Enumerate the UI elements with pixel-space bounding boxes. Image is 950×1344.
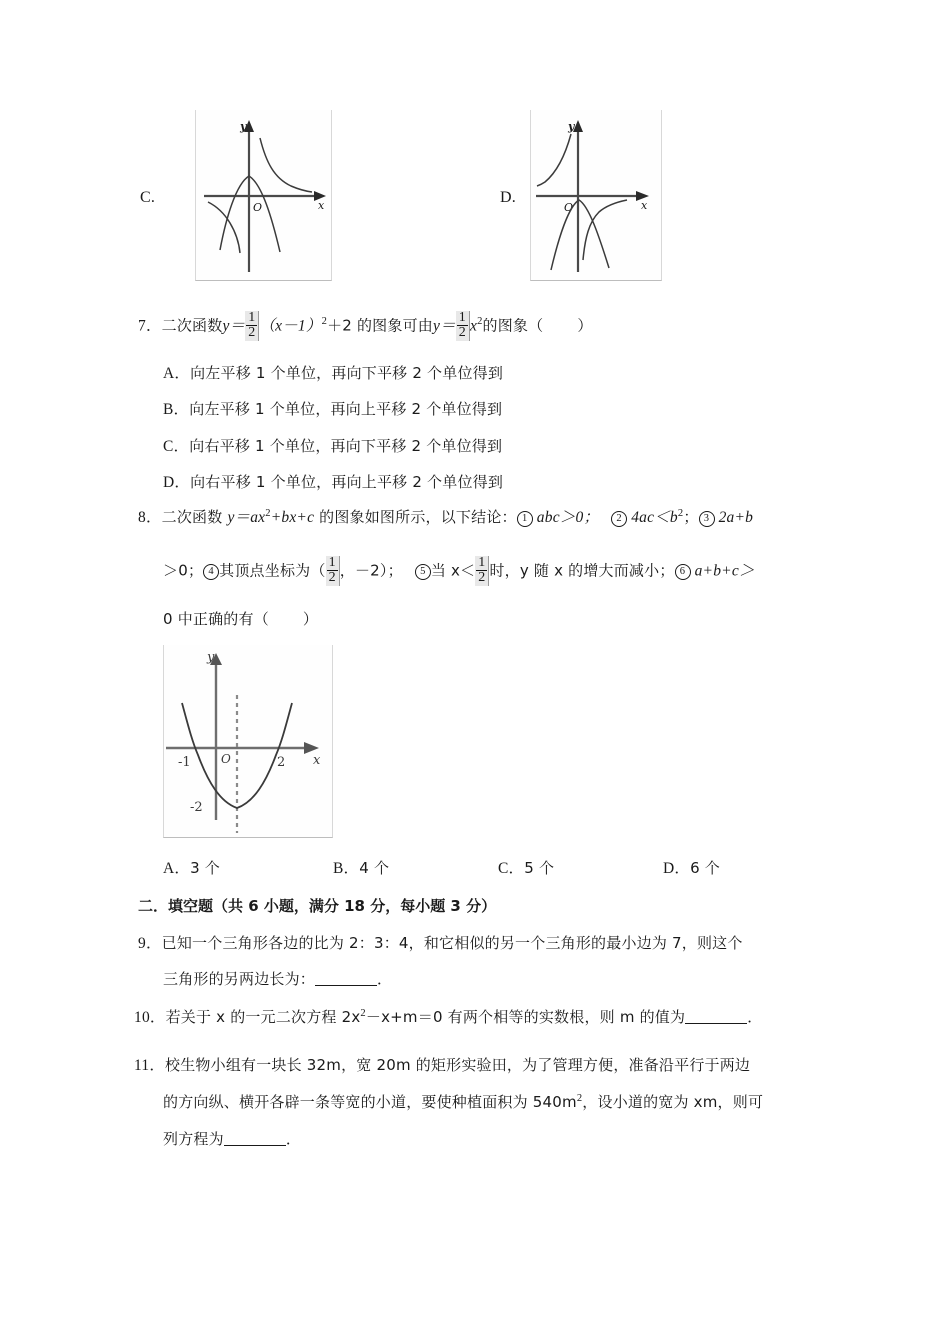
q8-conclusion-2-marker: 2 xyxy=(611,511,627,527)
q8-conclusion-2-exponent: 2 xyxy=(677,508,684,519)
q8-equation: y＝ax xyxy=(227,509,266,527)
q11-line2 xyxy=(163,1093,763,1113)
q8-conclusion-3-text: 2a+b xyxy=(714,509,754,527)
q7-option-c-label: C． xyxy=(163,438,190,455)
q9-line1-text: 已知一个三角形各边的比为 2：3：4，和它相似的另一个三角形的最小边为 7，则这个 xyxy=(161,934,743,952)
q8-option-c-label: C． xyxy=(498,860,525,877)
q11-line1-text: 校生物小组有一块长 32m，宽 20m 的矩形实验田，为了管理方便，准备沿平行于两边 xyxy=(165,1056,751,1074)
q7-paren-close: ） xyxy=(577,316,593,335)
q7-fraction-2 xyxy=(456,311,470,341)
q8-option-b[interactable] xyxy=(333,859,389,879)
q9-number: 9． xyxy=(138,935,162,952)
q8-parabola-graph xyxy=(164,645,332,837)
q11-line3-post: ． xyxy=(285,1130,302,1148)
q8-option-c-text: 5 个 xyxy=(524,859,555,877)
q8-conclusion-5-marker: 5 xyxy=(415,564,431,580)
q8-fraction-5 xyxy=(475,556,489,586)
q7-stem-end: 的图象（ xyxy=(482,316,544,335)
q8-frac5-denominator: 2 xyxy=(478,570,486,586)
q8-option-d-label: D． xyxy=(663,860,691,877)
q10-exponent: 2 xyxy=(360,1008,366,1019)
q11-line1 xyxy=(134,1056,750,1076)
q8-option-a-label: A． xyxy=(163,860,191,877)
q7-frac1-numerator: 1 xyxy=(248,310,256,325)
q8-stem-line2 xyxy=(163,556,755,586)
q7-option-d-label: D． xyxy=(163,474,191,491)
q11-answer-blank[interactable] xyxy=(224,1130,286,1146)
option-c-figure xyxy=(195,110,332,281)
q7-fraction-1 xyxy=(245,311,259,341)
q9-answer-blank[interactable] xyxy=(315,970,377,986)
svg-text:x: x xyxy=(318,199,325,212)
q8-conclusion-1-marker: 1 xyxy=(517,511,533,527)
q8-conclusion-4-marker: 4 xyxy=(203,564,219,580)
q8-line1-a: 二次函数 xyxy=(161,508,228,527)
svg-text:O: O xyxy=(221,752,231,766)
svg-text:O: O xyxy=(253,201,263,214)
q10-text-post: ． xyxy=(747,1008,763,1027)
q8-conclusion-5-text: 当 x＜ xyxy=(430,561,476,580)
q8-option-d[interactable] xyxy=(663,859,720,879)
q8-conclusion-4-text: 其顶点坐标为（ xyxy=(219,561,326,580)
q7-stem xyxy=(138,311,593,341)
q8-figure xyxy=(163,645,333,838)
q7-exponent-2: 2 xyxy=(477,316,483,328)
svg-text:2: 2 xyxy=(277,755,286,770)
q7-frac1-denominator: 2 xyxy=(248,325,256,341)
option-d-graph xyxy=(531,110,661,280)
q8-conclusion-3-marker: 3 xyxy=(699,511,715,527)
q8-stem-line1 xyxy=(138,508,753,528)
q8-line1-b: 的图象如图所示，以下结论： xyxy=(314,508,517,527)
q8-option-c[interactable] xyxy=(498,859,554,879)
q7-option-b-text: 向左平移 1 个单位，再向上平移 2 个单位得到 xyxy=(189,400,503,418)
q8-stem-line3 xyxy=(163,610,318,630)
q7-stem-pre: 二次函数 xyxy=(161,316,223,335)
q8-conclusion-5-text2: 时，y 随 x 的增大而减小； xyxy=(489,561,675,580)
q8-equation-exponent: 2 xyxy=(265,508,271,519)
q8-conclusion-1-text: abc＞0； xyxy=(532,509,600,527)
q11-line2-b: ，设小道的宽为 xm，则可 xyxy=(582,1093,764,1112)
q11-line2-a: 的方向纵、横开各辟一条等宽的小道，要使种植面积为 540m xyxy=(163,1093,577,1112)
option-c-graph xyxy=(196,110,331,280)
q9-line2-post: ． xyxy=(377,970,393,988)
q8-option-a[interactable] xyxy=(163,859,220,879)
svg-text:-1: -1 xyxy=(178,755,191,770)
svg-text:O: O xyxy=(564,201,574,214)
q8-option-a-text: 3 个 xyxy=(190,859,221,877)
q7-eq1: y＝ xyxy=(222,317,246,335)
q11-number: 11． xyxy=(134,1057,166,1074)
q8-frac5-numerator: 1 xyxy=(478,555,486,570)
q7-option-a-text: 向左平移 1 个单位，再向下平移 2 个单位得到 xyxy=(190,364,504,382)
svg-text:y: y xyxy=(207,650,215,665)
q8-frac4-denominator: 2 xyxy=(328,570,336,586)
svg-text:y: y xyxy=(568,120,575,133)
option-d-figure xyxy=(530,110,662,281)
svg-text:-2: -2 xyxy=(190,800,203,815)
q7-option-b[interactable] xyxy=(163,400,502,420)
q8-fraction-4 xyxy=(326,556,340,586)
q10-text-mid: －x+m＝0 有两个相等的实数根，则 m 的值为 xyxy=(365,1008,686,1027)
q7-option-c[interactable] xyxy=(163,437,502,457)
q7-eq2: y＝ xyxy=(432,317,456,335)
section-two-heading: 二．填空题（共 6 小题，满分 18 分，每小题 3 分） xyxy=(138,897,497,915)
q7-option-b-label: B． xyxy=(163,401,190,418)
q7-frac2-numerator: 1 xyxy=(458,310,466,325)
q10-text-pre: 若关于 x 的一元二次方程 2x xyxy=(165,1008,361,1027)
option-d-label: D. xyxy=(500,189,516,206)
q8-number: 8． xyxy=(138,509,162,527)
q8-frac4-numerator: 1 xyxy=(328,555,336,570)
q8-option-b-text: 4 个 xyxy=(359,859,390,877)
option-c-label: C. xyxy=(140,189,156,206)
q9-line1 xyxy=(138,934,743,954)
q11-line3-pre: 列方程为 xyxy=(163,1130,224,1148)
q10-answer-blank[interactable] xyxy=(685,1008,747,1024)
q8-conclusion-6-text: a+b+c＞ xyxy=(690,562,755,580)
q9-line2-pre: 三角形的另两边长为： xyxy=(163,970,316,988)
q8-line3-paren: ） xyxy=(302,610,319,628)
q7-option-a-label: A． xyxy=(163,365,191,382)
q10-line xyxy=(134,1008,762,1028)
q10-number: 10． xyxy=(134,1009,166,1027)
q9-line2 xyxy=(163,970,392,990)
q7-option-c-text: 向右平移 1 个单位，再向下平移 2 个单位得到 xyxy=(189,437,503,455)
q8-option-d-text: 6 个 xyxy=(690,859,721,877)
q8-line3-text: 0 中正确的有（ xyxy=(163,610,269,628)
q7-stem-plus: ＋2 的图象可由 xyxy=(327,316,433,335)
svg-text:x: x xyxy=(313,753,321,768)
q7-number: 7． xyxy=(138,317,162,335)
svg-text:x: x xyxy=(641,199,648,212)
svg-text:y: y xyxy=(240,120,247,133)
q7-option-d[interactable] xyxy=(163,473,503,493)
q7-stem-mid: （x－1） xyxy=(259,317,322,335)
q8-line2-lead: ＞0； xyxy=(163,561,204,580)
q11-line3 xyxy=(163,1130,301,1150)
q8-equation-tail: +bx+c xyxy=(270,509,315,527)
q8-conclusion-4-text2: ，－2）； xyxy=(339,561,403,580)
q7-option-d-text: 向右平移 1 个单位，再向上平移 2 个单位得到 xyxy=(190,473,504,491)
q8-conclusion-2-text: 4ac＜b xyxy=(627,509,678,527)
q7-exponent-1: 2 xyxy=(321,316,328,328)
q11-area-exponent: 2 xyxy=(576,1093,583,1104)
q8-conclusion-2-tail: ； xyxy=(683,508,699,527)
q8-conclusion-6-marker: 6 xyxy=(675,564,691,580)
q7-variable-x: x xyxy=(469,317,478,335)
q7-frac2-denominator: 2 xyxy=(458,325,466,341)
q7-option-a[interactable] xyxy=(163,364,503,384)
q8-option-b-label: B． xyxy=(333,860,360,877)
